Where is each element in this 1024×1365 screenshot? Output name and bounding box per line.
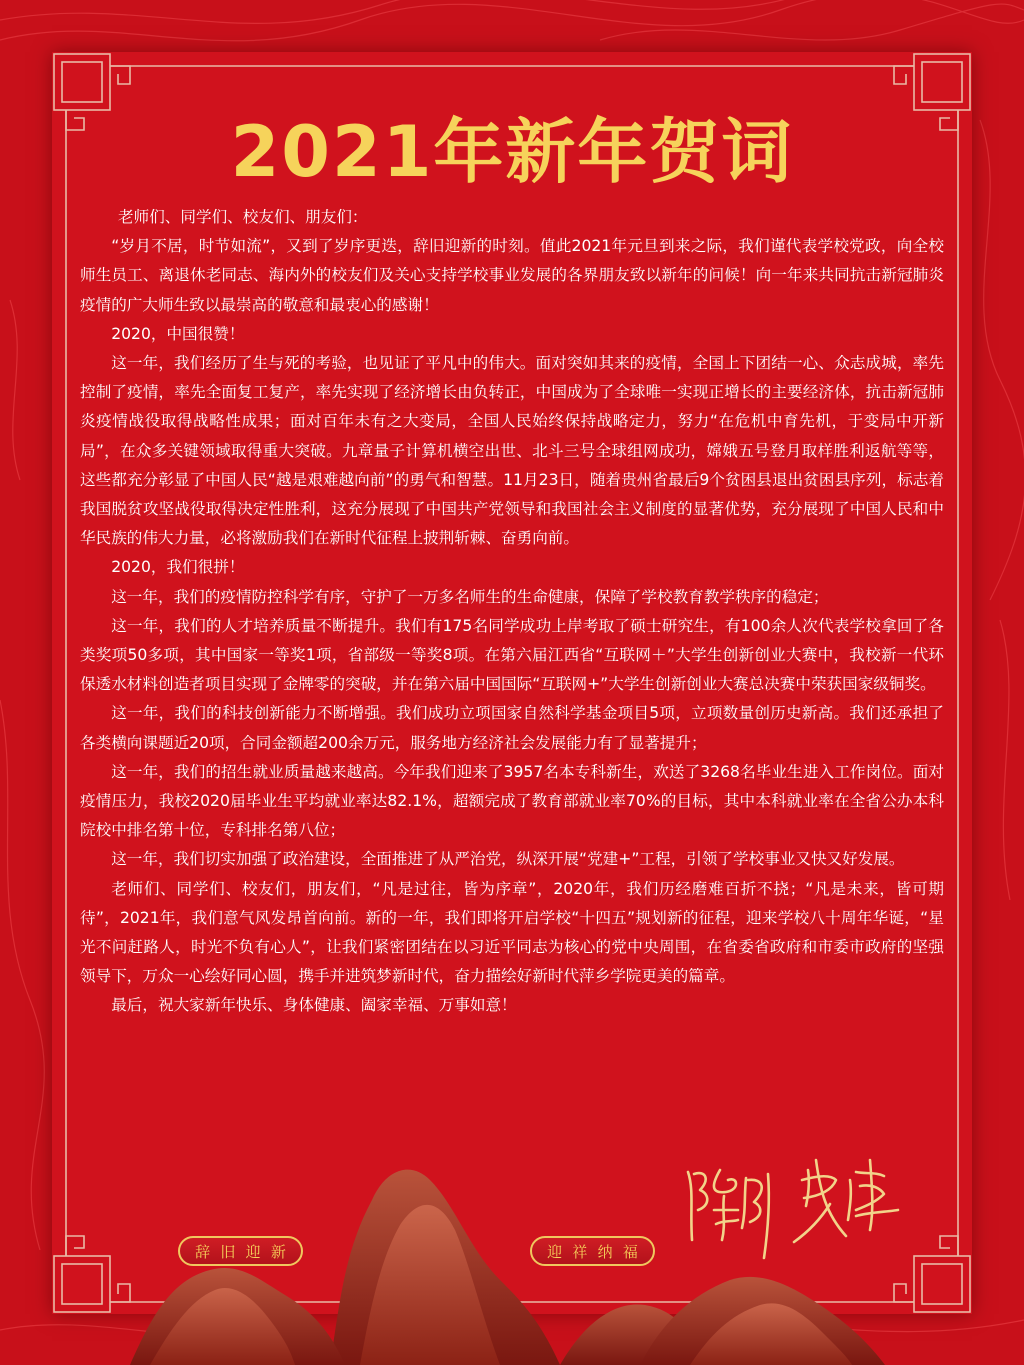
paragraph: 这一年，我们的科技创新能力不断增强。我们成功立项国家自然科学基金项目5项，立项数量创历史新高。我们还承担了各类横向课题近20项，合同金额超200余万元，服务地方经济社会发展能力有了显著提升； [80, 704, 944, 752]
seal-char: 新 [270, 1242, 286, 1261]
seal-char: 福 [622, 1242, 638, 1261]
seal-char: 祥 [572, 1242, 588, 1261]
seal-char: 迎 [547, 1242, 563, 1261]
paragraph: 这一年，我们的招生就业质量越来越高。今年我们迎来了3957名本专科新生，欢送了3268名毕业生进入工作岗位。面对疫情压力，我校2020届毕业生平均就业率达82.1%，超额完成了教育部就业率70%的目标，其中本科就业率在全省公办本科院校中排名第十位，专科排名第八位； [80, 762, 944, 840]
letter-body [80, 203, 944, 1021]
paragraph: 这一年，我们经历了生与死的考验，也见证了平凡中的伟大。面对突如其来的疫情，全国上下团结一心、众志成城，率先控制了疫情，率先全面复工复产，率先实现了经济增长由负转正，中国成为了全球唯一实现正增长的主要经济体，抗击新冠肺炎疫情战役取得战略性成果；面对百年未有之大变局，全国人民始终保持战略定力，努力“在危机中育先机，于变局中开新局”，在众多关键领域取得重大突破。九章量子计算机横空出世、北斗三号全球组网成功，嫦娥五号登月取样胜利返航等等，这些都充分彰显了中国人民“越是艰难越向前”的勇气和智慧。11月23日，随着贵州省最后9个贫困县退出贫困县序列，标志着我国脱贫攻坚战役取得决定性胜利，这充分展现了中国共产党领导和我国社会主义制度的显著优势，充分展现了中国人民和中华民族的伟大力量，必将激励我们在新时代征程上披荆斩棘、奋勇向前。 [80, 354, 944, 548]
seal-right-badge [530, 1236, 655, 1266]
seal-char: 辞 [195, 1242, 211, 1261]
paragraph: 这一年，我们切实加强了政治建设，全面推进了从严治党，纵深开展“党建+”工程，引领了学校事业又快又好发展。 [111, 850, 905, 869]
seal-left-badge [178, 1236, 303, 1266]
paragraph: 最后，祝大家新年快乐、身体健康、阖家幸福、万事如意！ [111, 996, 517, 1015]
paragraph: 这一年，我们的疫情防控科学有序，守护了一万多名师生的生命健康，保障了学校教育教学秩序的稳定； [111, 587, 829, 606]
seal-char: 迎 [245, 1242, 261, 1261]
paragraph: 老师们、同学们、校友们，朋友们，“凡是过往，皆为序章”，2020年，我们历经磨难百折不挠；“凡是未来，皆可期待”，2021年，我们意气风发昂首向前。新的一年，我们即将开启学校“十四五”规划新的征程，迎来学校八十周年华诞，“星光不问赶路人，时光不负有心人”，让我们紧密团结在以习近平同志为核心的党中央周围，在省委省政府和市委市政府的坚强领导下，万众一心绘好同心圆，携手并进筑梦新时代，奋力描绘好新时代萍乡学院更美的篇章。 [80, 879, 944, 986]
seal-char: 纳 [597, 1242, 613, 1261]
seal-char: 旧 [220, 1242, 236, 1261]
paragraph: “岁月不居，时节如流”，又到了岁序更迭，辞旧迎新的时刻。值此2021年元旦到来之际，我们谨代表学校党政，向全校师生员工、离退休老同志、海内外的校友们及关心支持学校事业发展的各界朋友致以新年的问候！向一年来共同抗击新冠肺炎疫情的广大师生致以最崇高的敬意和最衷心的感谢！ [80, 237, 944, 314]
handwritten-signature [680, 1150, 920, 1260]
paragraph: 这一年，我们的人才培养质量不断提升。我们有175名同学成功上岸考取了硕士研究生，有100余人次代表学校拿回了各类奖项50多项，其中国家一等奖1项，省部级一等奖8项。在第六届江西省“互联网＋”大学生创新创业大赛中，我校新一代环保透水材料创造者项目实现了金牌零的突破，并在第六届中国国际“互联网+”大学生创新创业大赛总决赛中荣获国家级铜奖。 [80, 616, 944, 694]
paragraph: 2020，我们很拼！ [111, 558, 245, 577]
salutation: 老师们、同学们、校友们、朋友们： [118, 208, 368, 226]
page-title: 2021年新年贺词 [230, 111, 794, 193]
paragraph: 2020，中国很赞！ [111, 324, 245, 343]
